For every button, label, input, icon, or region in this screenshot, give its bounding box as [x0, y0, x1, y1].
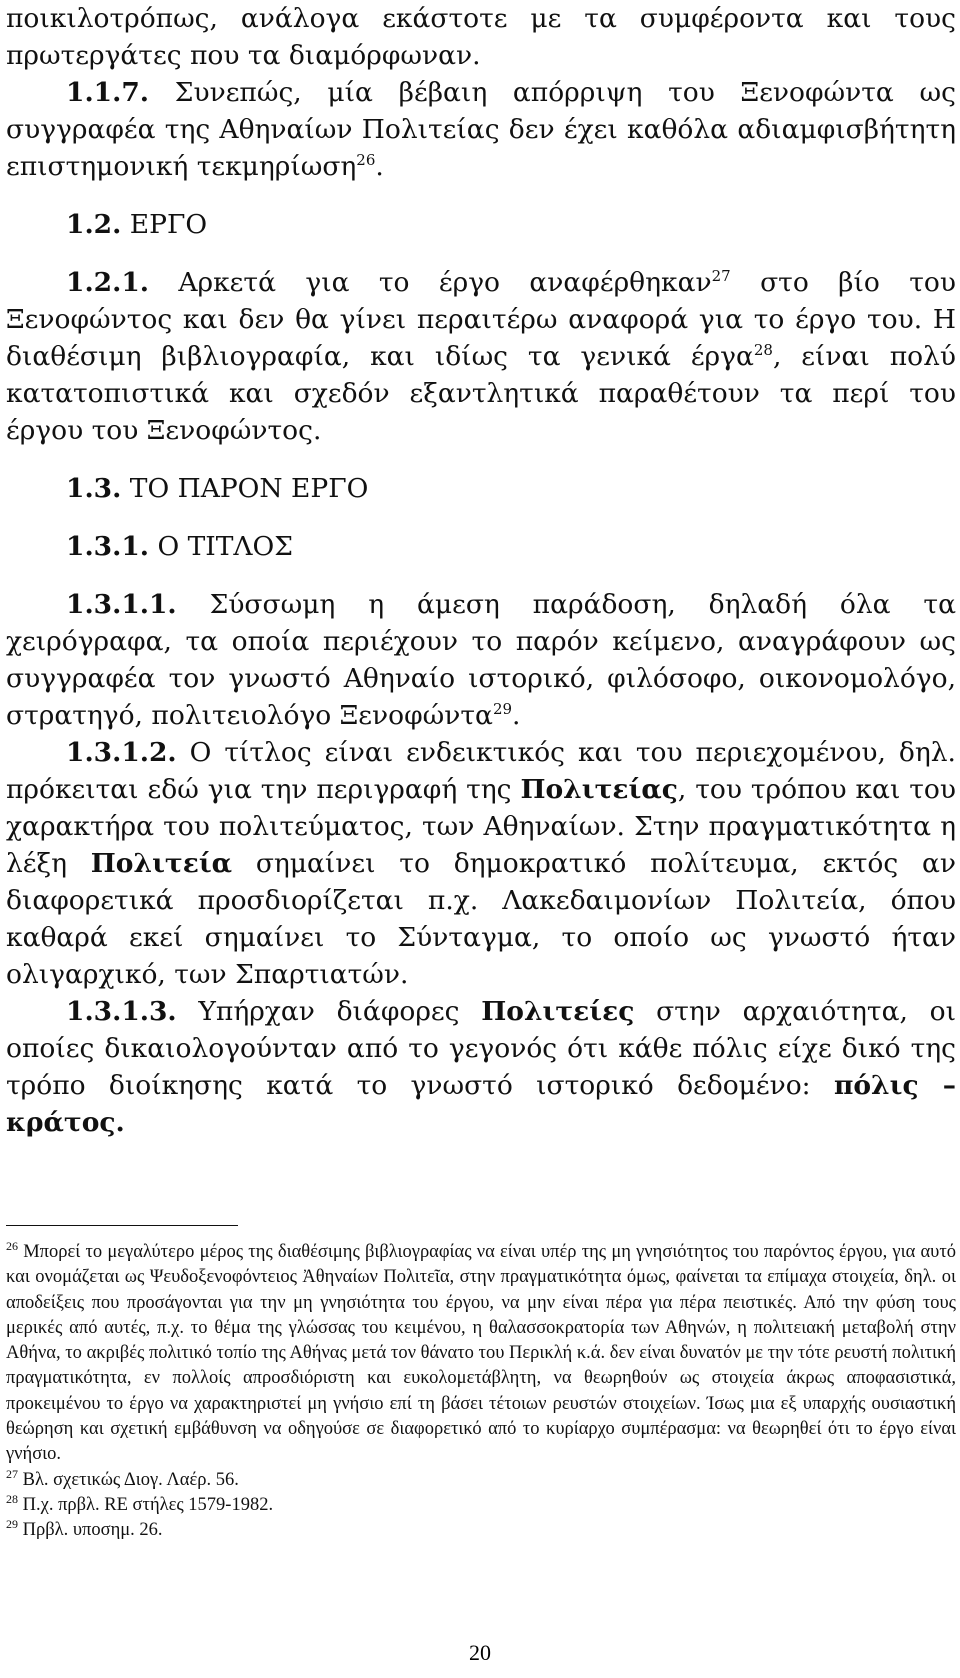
- footnote-29: [6, 1518, 956, 1543]
- section-title: ΤΟ ΠΑΡΟΝ ΕΡΓΟ: [129, 473, 369, 504]
- paragraph-number: 1.1.7.: [66, 77, 149, 108]
- paragraph-number: 1.3.1.3.: [66, 996, 177, 1027]
- bold-term: Πολιτείας: [520, 774, 678, 805]
- paragraph-end: .: [512, 700, 521, 731]
- paragraph-text: , είναι πολύ κατατοπιστικά και σχεδόν εξαντλητικά παραθέτουν τα περί του έργου του Ξενοφώντος.: [6, 341, 957, 446]
- footnotes: [6, 1240, 956, 1544]
- paragraph-1-1-7: [6, 74, 956, 185]
- paragraph-text: σημαίνει το δημοκρατικό πολίτευμα, εκτός αν διαφορετικά προσδιορίζεται π.χ. Λακεδαιμονίων Πολιτεία, όπου καθαρά εκεί σημαίνει το Σύνταγμα, το οποίο ως γνωστό ήταν ολιγαρχικό, των Σπαρτιατών.: [6, 848, 956, 990]
- footnote-mark: 26: [6, 1238, 18, 1253]
- footnote-text: Πρβλ. υποσημ. 26.: [22, 1520, 163, 1541]
- section-number: 1.3.1.: [66, 531, 149, 562]
- paragraph-number: 1.2.1.: [66, 267, 149, 298]
- footnote-text: Π.χ. πρβλ. RE στήλες 1579-1982.: [22, 1494, 274, 1515]
- paragraph-number: 1.3.1.1.: [66, 589, 177, 620]
- paragraph-text: Σύσσωμη η άμεση παράδοση, δηλαδή όλα τα χειρόγραφα, τα οποία περιέχουν το παρόν κείμενο, αναγράφουν ως συγγραφέα τον γνωστό Αθηναίο ιστορικό, φιλόσοφο, οικονομολόγο, στρατηγό, πολιτειολόγο Ξενοφώντα: [6, 589, 956, 731]
- footnote-separator: [6, 1225, 238, 1226]
- section-title: Ο ΤΙΤΛΟΣ: [157, 531, 294, 562]
- footnote-mark: 29: [6, 1517, 18, 1532]
- bold-term: Πολιτείες: [481, 996, 635, 1027]
- document-page: [6, 0, 957, 1541]
- footnote-ref-28[interactable]: 28: [753, 341, 773, 360]
- paragraph-1-3-1-3: [6, 993, 956, 1141]
- paragraph-text: στην αρχαιότητα, οι οποίες δικαιολογούνταν από το γεγονός ότι κάθε πόλις είχε δικό της τρόπο διοίκησης κατά το γνωστό ιστορικό δεδομένο:: [6, 996, 956, 1101]
- section-heading-1-3: [6, 470, 956, 507]
- bold-term: Πολιτεία: [90, 848, 233, 879]
- footnote-text: Μπορεί το μεγαλύτερο μέρος της διαθέσιμης βιβλιογραφίας να είναι υπέρ της μη γνησιότητος του παρόντος έργου, για αυτό και ονομάζεται ως Ψευδοξενοφόντειος Ἀθηναίων Πολιτεῖα, στην πραγματικότητα όμως, φαίνεται τα επίμαχα στοιχεία, δηλ. οι αποδείξεις που προσάγονται για την μη γνησιότητα του έργου, να μην είναι πέρα για πέρα πειστικές. Από την φύση τους μερικές από αυτές, π.χ. το θέμα της γλώσσας του κειμένου, η θαλασσοκρατορία των Αθηνών, η πολιτειακή μεταβολή στην Αθήνα, το ακριβές πολιτικό τοπίο της Αθήνας μετά τον θάνατο του Περικλή κ.ά. δεν είναι δυνατόν με την τότε ρευστή πολιτική πραγματικότητα, εν πολλοίς απροσδιόριστη και ευκολομετάβλητη, να θεωρηθούν ως στοιχεία άκρως αποφασιστικά, προκειμένου το έργο να χαρακτηριστεί μη γνήσιο επί τη βάσει τέτοιων ρευστών στοιχείων. Ίσως μια εξ υπαρχής ουσιαστική θεώρηση και σχετική εμβάθυνση να οδηγούσε σε διαφορετικό από το κυρίαρχο συμπέρασμα: να θεωρηθεί ότι το έργο είναι γνήσιο.: [6, 1242, 957, 1465]
- section-heading-1-2: [6, 206, 956, 243]
- paragraph-text: Υπήρχαν διάφορες: [198, 996, 460, 1027]
- paragraph-text: , του τρόπου και του χαρακτήρα του πολιτεύματος, των Αθηναίων. Στην πραγματικότητα η λέξη: [6, 774, 956, 879]
- section-title: ΕΡΓΟ: [129, 209, 208, 240]
- paragraph-1-2-1: [6, 264, 956, 449]
- section-number: 1.2.: [66, 209, 122, 240]
- paragraph-number: 1.3.1.2.: [66, 737, 177, 768]
- footnote-text: Βλ. σχετικώς Διογ. Λαέρ. 56.: [22, 1469, 239, 1490]
- paragraph-text: ποικιλοτρόπως, ανάλογα εκάστοτε με τα συμφέροντα και τους πρωτεργάτες που τα διαμόρφωναν.: [6, 3, 956, 71]
- footnote-26: [6, 1240, 956, 1468]
- paragraph-text: Συνεπώς, μία βέβαιη απόρριψη του Ξενοφώντα ως συγγραφέα της Αθηναίων Πολιτείας δεν έχει καθόλα αδιαμφισβήτητη επιστημονική τεκμηρίωση: [6, 77, 956, 182]
- footnote-27: [6, 1468, 956, 1493]
- footnote-28: [6, 1493, 956, 1518]
- paragraph-1-3-1-2: [6, 734, 956, 993]
- bold-term: πόλις – κράτος.: [6, 1070, 956, 1138]
- footnote-ref-27[interactable]: 27: [711, 267, 731, 286]
- footnote-ref-29[interactable]: 29: [492, 700, 513, 719]
- footnote-ref-26[interactable]: 26: [356, 151, 376, 170]
- page-number: 20: [469, 1640, 491, 1665]
- paragraph-continued: [6, 0, 956, 74]
- main-text: [6, 0, 956, 1141]
- section-heading-1-3-1: [6, 528, 956, 565]
- footnote-mark: 27: [6, 1466, 18, 1481]
- paragraph-text: Αρκετά για το έργο αναφέρθηκαν: [178, 267, 712, 298]
- paragraph-1-3-1-1: [6, 586, 956, 734]
- footnote-mark: 28: [6, 1491, 18, 1506]
- section-number: 1.3.: [66, 473, 122, 504]
- paragraph-text: Ο τίτλος είναι ενδεικτικός και του περιεχομένου, δηλ. πρόκειται εδώ για την περιγραφή της: [6, 737, 956, 805]
- paragraph-text: στο βίο του Ξενοφώντος και δεν θα γίνει περαιτέρω αναφορά για το έργο του. Η διαθέσιμη βιβλιογραφία, και ιδίως τα γενικά έργα: [6, 267, 956, 372]
- paragraph-end: .: [375, 151, 384, 182]
